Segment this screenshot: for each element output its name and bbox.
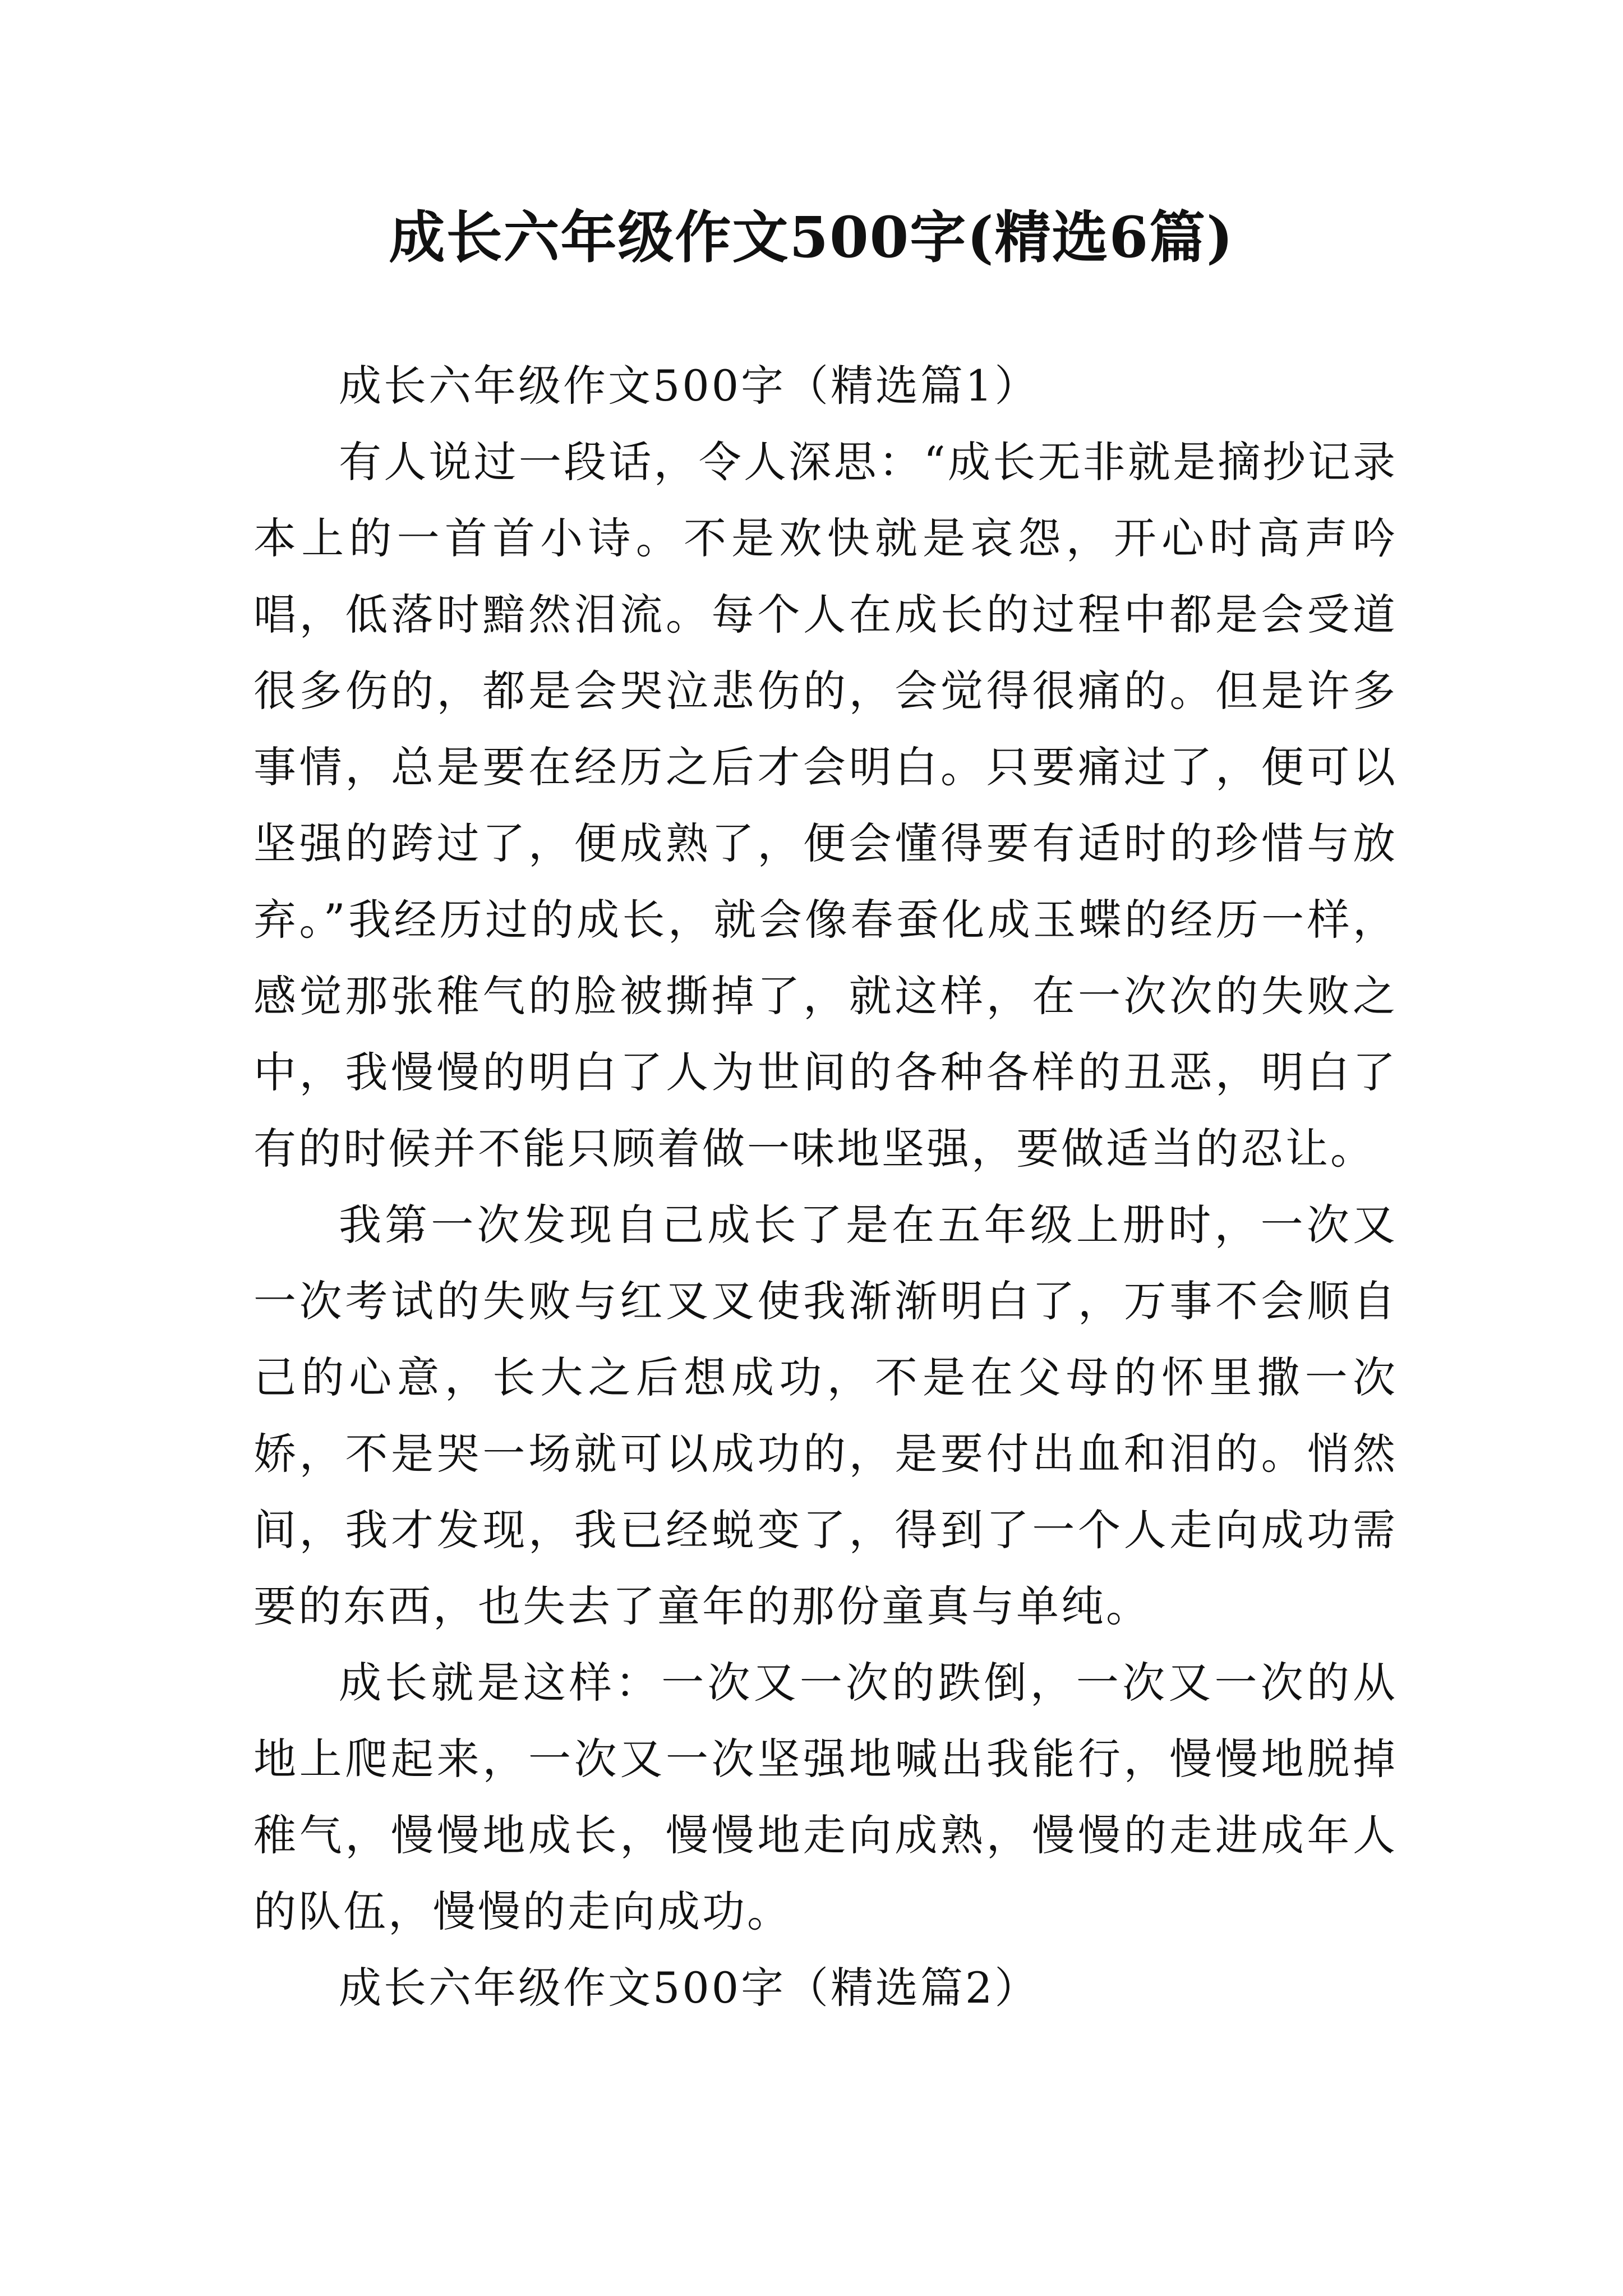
paragraph-2: 我第一次发现自己成长了是在五年级上册时，一次又一次考试的失败与红叉叉使我渐渐明白了，万事不会顺自己的心意，长大之后想成功，不是在父母的怀里撒一次娇，不是哭一场就可以成功的，是要付出血和泪的。悄然间，我才发现，我已经蜕变了，得到了一个人走向成功需要的东西，也失去了童年的那份童真与单纯。	[253, 1200, 1398, 1631]
paragraph-3: 成长就是这样：一次又一次的跌倒，一次又一次的从地上爬起来，一次又一次坚强地喊出我能行，慢慢地脱掉稚气，慢慢地成长，慢慢地走向成熟，慢慢的走进成年人的队伍，慢慢的走向成功。	[253, 1658, 1398, 1936]
document-body	[253, 348, 1398, 2026]
section-heading-2: 成长六年级作文500字（精选篇2）	[339, 1963, 1040, 2013]
paragraph-1: 有人说过一段话，令人深思：“成长无非就是摘抄记录本上的一首首小诗。不是欢快就是哀怨，开心时高声吟唱，低落时黯然泪流。每个人在成长的过程中都是会受道很多伤的，都是会哭泣悲伤的，会觉得很痛的。但是许多事情，总是要在经历之后才会明白。只要痛过了，便可以坚强的跨过了，便成熟了，便会懂得要有适时的珍惜与放弃。”我经历过的成长，就会像春蚕化成玉蝶的经历一样，感觉那张稚气的脸被撕掉了，就这样，在一次次的失败之中，我慢慢的明白了人为世间的各种各样的丑恶，明白了有的时候并不能只顾着做一味地坚强，要做适当的忍让。	[253, 437, 1398, 1174]
section-heading-1: 成长六年级作文500字（精选篇1）	[339, 361, 1040, 411]
document-title: 成长六年级作文500字(精选6篇)	[389, 204, 1234, 270]
